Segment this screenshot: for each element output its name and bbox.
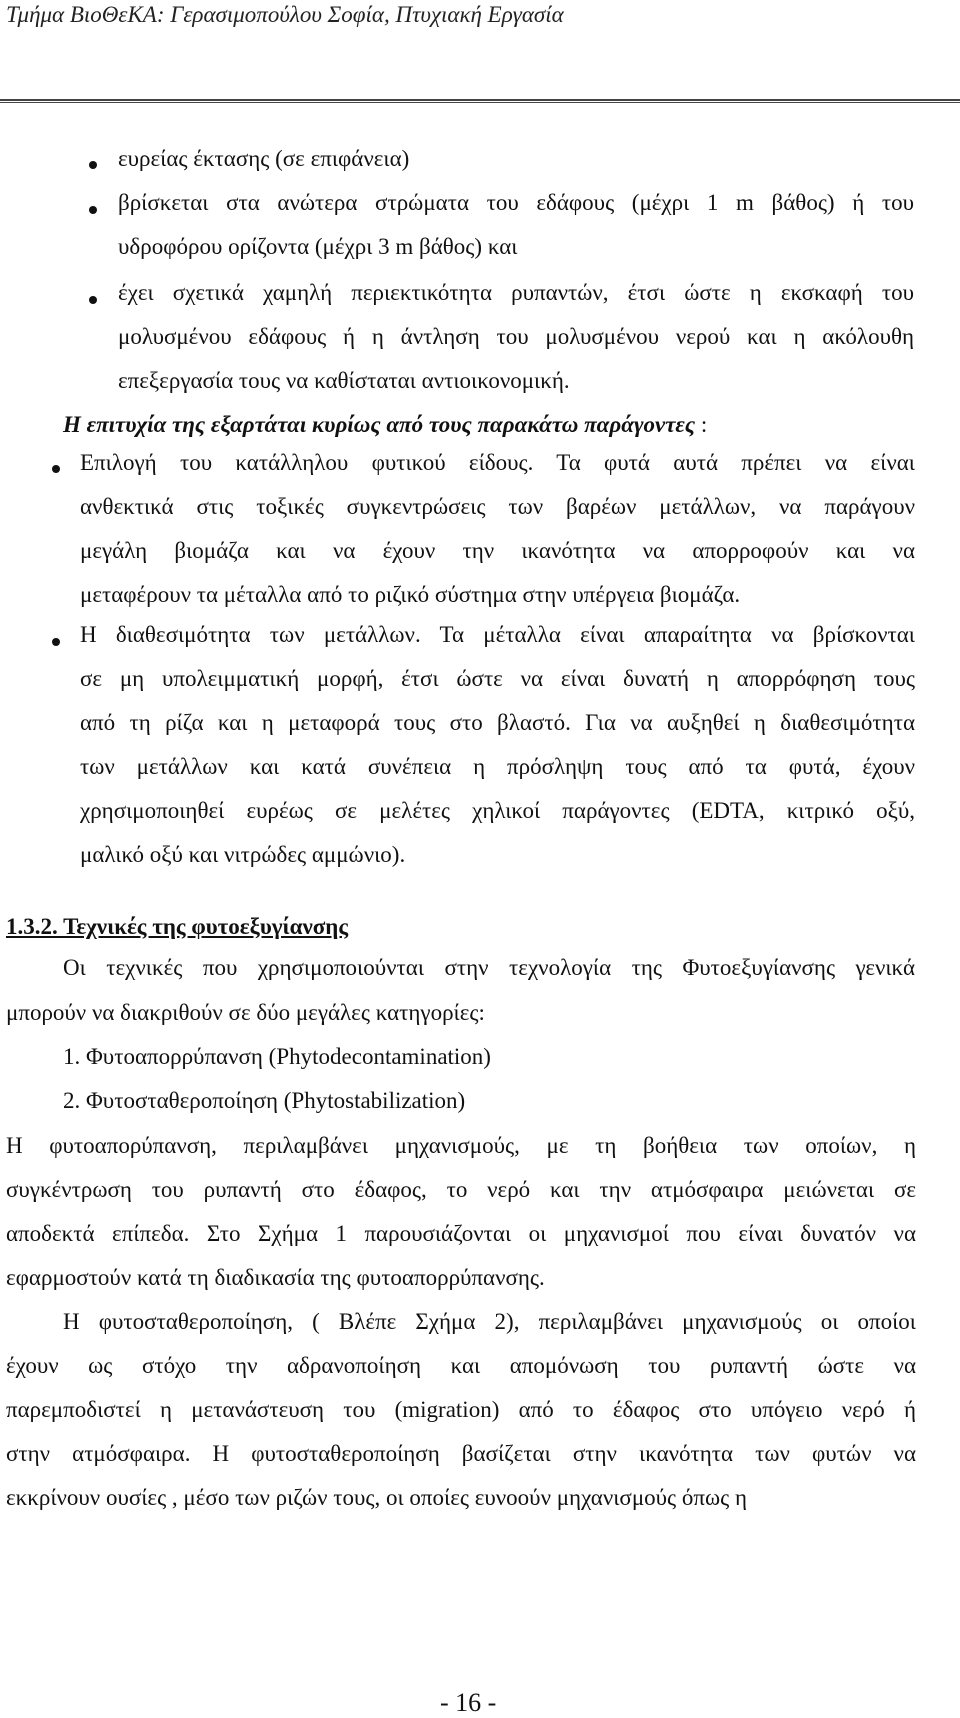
paragraph-line: έχουν ως στόχο την αδρανοποίηση και απομόνωση του ρυπαντή ώστε να bbox=[6, 1353, 916, 1378]
bullet-icon bbox=[52, 465, 60, 473]
list-item-continued: επεξεργασία τους να καθίσταται αντιοικονομική. bbox=[118, 368, 570, 393]
paragraph-line: εκκρίνουν ουσίες , μέσο των ριζών τους, οι οποίες ευνοούν μηχανισμούς όπως η bbox=[6, 1485, 748, 1510]
factor-item-continued: ανθεκτικά στις τοξικές συγκεντρώσεις των βαρέων μετάλλων, να παράγουν bbox=[80, 494, 915, 519]
paragraph-line: στην ατμόσφαιρα. Η φυτοσταθεροποίηση βασίζεται στην ικανότητα των φυτών να bbox=[6, 1441, 916, 1466]
factor-item: Η διαθεσιμότητα των μετάλλων. Τα μέταλλα είναι απαραίτητα να βρίσκονται bbox=[80, 622, 915, 647]
paragraph-line: αποδεκτά επίπεδα. Στο Σχήμα 1 παρουσιάζονται οι μηχανισμοί που είναι δυνατόν να bbox=[6, 1221, 916, 1246]
paragraph-line: Η φυτοαπορύπανση, περιλαμβάνει μηχανισμούς, με τη βοήθεια των οποίων, η bbox=[6, 1133, 916, 1158]
factors-heading-text: Η επιτυχία της εξαρτάται κυρίως από τους παρακάτω παράγοντες bbox=[63, 412, 696, 437]
factor-item-continued: σε μη υπολειμματική μορφή, έτσι ώστε να είναι δυνατή η απορρόφηση τους bbox=[80, 666, 915, 691]
bullet-icon bbox=[89, 161, 97, 169]
list-item-continued: υδροφόρου ορίζοντα (μέχρι 3 m βάθος) και bbox=[118, 234, 518, 259]
paragraph-line: παρεμποδιστεί η μετανάστευση του (migration) από το έδαφος στο υπόγειο νερό ή bbox=[6, 1397, 916, 1422]
factor-item-continued: μαλικό οξύ και νιτρώδες αμμώνιο). bbox=[80, 842, 406, 867]
factors-heading bbox=[63, 412, 707, 438]
list-item: έχει σχετικά χαμηλή περιεκτικότητα ρυπαντών, έτσι ώστε η εκσκαφή του bbox=[118, 280, 914, 305]
bullet-icon bbox=[89, 206, 97, 214]
factor-item: Επιλογή του κατάλληλου φυτικού είδους. Τα φυτά αυτά πρέπει να είναι bbox=[80, 450, 915, 475]
paragraph-line: Η φυτοσταθεροποίηση, ( Βλέπε Σχήμα 2), περιλαμβάνει μηχανισμούς οι οποίοι bbox=[63, 1309, 916, 1334]
factor-item-continued: μεγάλη βιομάζα και να έχουν την ικανότητα να απορροφούν και να bbox=[80, 538, 915, 563]
running-header: Τμήμα ΒιοΘεΚΑ: Γερασιμοπούλου Σοφία, Πτυχιακή Εργασία bbox=[6, 2, 564, 27]
paragraph-line: εφαρμοστούν κατά τη διαδικασία της φυτοαπορρύπανσης. bbox=[6, 1265, 545, 1290]
factors-heading-colon: : bbox=[695, 412, 708, 437]
section-heading: 1.3.2. Τεχνικές της φυτοεξυγίανσης bbox=[6, 914, 349, 939]
intro-paragraph-continued: μπορούν να διακριθούν σε δύο μεγάλες κατηγορίες: bbox=[6, 1000, 485, 1025]
page-number: - 16 - bbox=[440, 1688, 497, 1717]
bullet-icon bbox=[52, 638, 60, 646]
factor-item-continued: των μετάλλων και κατά συνέπεια η πρόσληψη τους από τα φυτά, έχουν bbox=[80, 754, 915, 779]
paragraph-line: συγκέντρωση του ρυπαντή στο έδαφος, το νερό και την ατμόσφαιρα μειώνεται σε bbox=[6, 1177, 916, 1202]
list-item: βρίσκεται στα ανώτερα στρώματα του εδάφους (μέχρι 1 m βάθος) ή του bbox=[118, 190, 914, 215]
list-item-continued: μολυσμένου εδάφους ή η άντληση του μολυσμένου νερού και η ακόλουθη bbox=[118, 324, 914, 349]
factor-item-continued: μεταφέρουν τα μέταλλα από το ριζικό σύστημα στην υπέργεια βιομάζα. bbox=[80, 582, 741, 607]
category-item: 1. Φυτοαπορρύπανση (Phytodecontamination) bbox=[63, 1044, 491, 1069]
category-item: 2. Φυτοσταθεροποίηση (Phytostabilization) bbox=[63, 1088, 466, 1113]
factor-item-continued: από τη ρίζα και η μεταφορά τους στο βλαστό. Για να αυξηθεί η διαθεσιμότητα bbox=[80, 710, 915, 735]
bullet-icon bbox=[89, 296, 97, 304]
factor-item-continued: χρησιμοποιηθεί ευρέως σε μελέτες χηλικοί παράγοντες (EDTA, κιτρικό οξύ, bbox=[80, 798, 915, 823]
header-divider bbox=[0, 99, 960, 103]
intro-paragraph: Οι τεχνικές που χρησιμοποιούνται στην τεχνολογία της Φυτοεξυγίανσης γενικά bbox=[63, 955, 915, 980]
list-item: ευρείας έκτασης (σε επιφάνεια) bbox=[118, 146, 410, 171]
